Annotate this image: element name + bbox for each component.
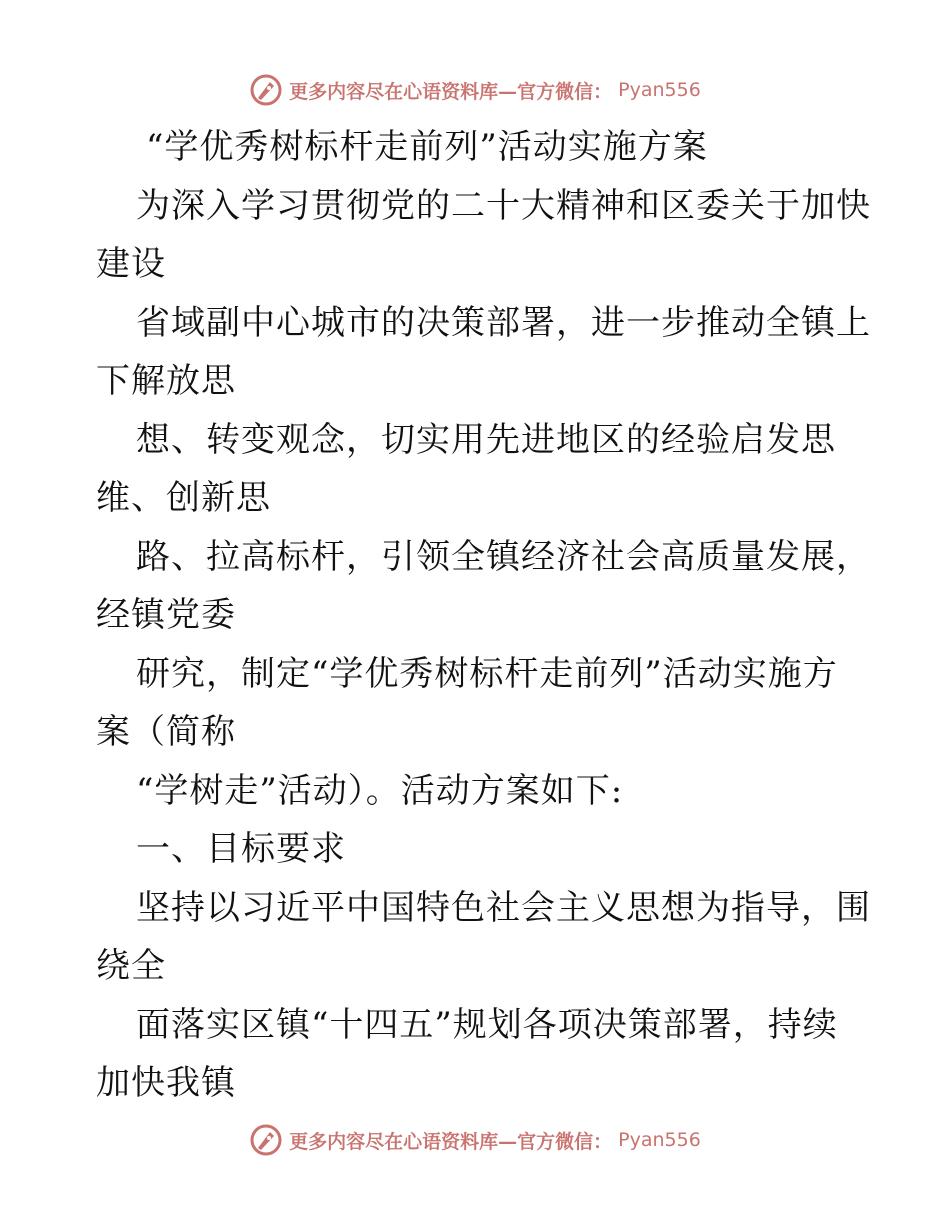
document-title: “学优秀树标杆走前列”活动实施方案	[146, 127, 708, 167]
paragraph-line: 加快我镇	[96, 1063, 236, 1103]
paragraph-line: 建设	[96, 244, 166, 284]
paragraph-line: 省域副中心城市的决策部署，进一步推动全镇上	[136, 302, 871, 343]
paragraph-line: 为深入学习贯彻党的二十大精神和区委关于加快	[136, 185, 871, 226]
paragraph-line: 维、创新思	[96, 478, 271, 518]
paragraph-line: 路、拉高标杆，引领全镇经济社会高质量发展，	[136, 536, 871, 577]
document-body	[96, 118, 871, 1113]
pen-nib-logo-icon	[249, 1123, 283, 1157]
paragraph-line: 面落实区镇“十四五”规划各项决策部署，持续	[136, 1004, 838, 1045]
paragraph-line: 下解放思	[96, 361, 236, 401]
banner-text: 更多内容尽在心语资料库—官方微信：	[289, 1130, 613, 1153]
paragraph-line: 研究，制定“学优秀树标杆走前列”活动实施方	[136, 653, 838, 694]
paragraph-line: 经镇党委	[96, 595, 236, 635]
paragraph-line: “学树走”活动）。活动方案如下:	[136, 770, 624, 811]
banner-text: 更多内容尽在心语资料库—官方微信：	[289, 80, 613, 103]
paragraph-line: 想、转变观念，切实用先进地区的经验启发思	[136, 419, 836, 460]
pen-nib-logo-icon	[249, 73, 283, 107]
section-heading: 一、目标要求	[136, 829, 346, 869]
paragraph-line: 案（简称	[96, 712, 236, 752]
header-banner	[0, 70, 950, 110]
footer-banner	[0, 1120, 950, 1160]
paragraph-line: 绕全	[96, 946, 166, 986]
paragraph-line: 坚持以习近平中国特色社会主义思想为指导，围	[136, 887, 871, 928]
wechat-id: Pyan556	[618, 79, 701, 101]
wechat-id: Pyan556	[618, 1129, 701, 1151]
